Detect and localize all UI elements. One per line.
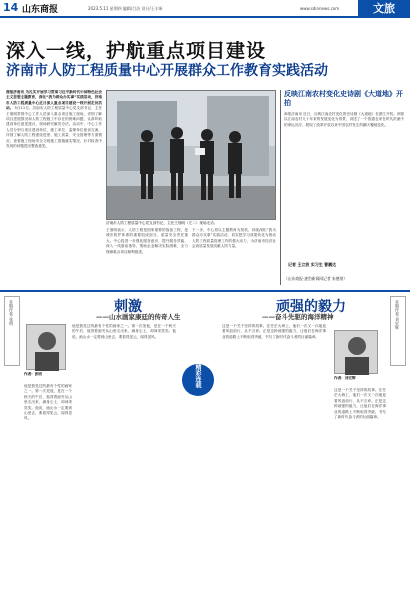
portrait-icon [27, 325, 67, 371]
reporter-credit: 记者 王立波 实习生 曹鹏达 [288, 262, 337, 267]
article-column-2: 王佃明表示，人防工程是国家重要的战备工程，是城市防护体系的重要组成部分，质量安全责任重大。中心将进一步强化服务意识，提升服务效能，深入一线靠前指导，帮助企业解决实际困难，全力保障重点项目顺利推进。 [106, 228, 188, 254]
right-essay-subtitle: ——奋斗先驱的海洋精神 [262, 313, 334, 321]
column-divider [280, 90, 281, 285]
news-photo [106, 90, 276, 220]
left-vertical-label: 本期作者·张明 [9, 300, 14, 326]
section-divider [0, 290, 410, 292]
author-portrait [26, 324, 66, 370]
article-column-1 [6, 90, 102, 225]
portrait-icon [335, 331, 379, 375]
right-vertical-label: 本期作者·刘宏辉 [395, 300, 400, 330]
left-essay-text: 他是我见过的最有个性的画家之一。第一次见他，是在一个秋天的午后，他背着画夹从山里走出来，满身尘土，却神采奕奕。他说，画山水一定要到山里去，要看得见云，闻得见风。 [72, 324, 176, 339]
right-author-portrait [334, 330, 378, 374]
right-essay-title: 顽强的毅力 [276, 299, 346, 315]
issue-meta: 2023.5.11 星期四 编辑/吕洁 设计/王丰昕 [88, 6, 163, 11]
right-essay-text-extra: 这是一个关于坚持的故事。在茫茫大海上，他们一次又一次地迎着风浪前行，从不言弃。正是这种顽强的毅力，让他们在海洋事业的道路上不断取得突破，书写了新时代奋斗者的壮丽篇章。 [334, 388, 386, 420]
paper-name: 山东商报 [22, 5, 59, 15]
left-essay-subtitle: ——山水画家康廷的传奇人生 [96, 313, 181, 321]
right-essay-text: 这是一个关于坚持的故事。在茫茫大海上，他们一次又一次地迎着风浪前行，从不言弃。正是这种顽强的毅力，让他们在海洋事业的道路上不断取得突破，书写了新时代奋斗者的壮丽篇章。 [222, 324, 326, 339]
headline: 深入一线，护航重点项目建设 [6, 40, 267, 62]
site-visit-photo-icon [107, 91, 276, 220]
masthead [0, 0, 410, 18]
subheadline: 济南市人防工程质量中心开展群众工作教育实践活动 [6, 63, 328, 79]
left-essay-author: 作者：张明 [24, 372, 42, 376]
article-body-1: 5月11日，济南市人防工程质量中心党支部书记、主任王佃明带领中心工作人员深入重点项目施工现场，详细了解项目进展情况和人防工程施工中存在的困难问题，认真听取建设单位意见建议，现场研究解决办法。活动中，中心工作人员分别与项目建设单位、施工单位、监理单位座谈交流，详细了解人防工程建设进度、施工质量、安全管理等方面情况，查看施工现场安全文明施工措施落实情况，针对检查中发现的问题提出整改意见。 [6, 106, 102, 149]
right-essay-author: 作者：刘宏辉 [334, 376, 356, 380]
photo-caption: 济南市人防工程质量中心党支部书记、主任王佃明（左二）现场走访。 [106, 221, 218, 225]
section-label: 文旅 [358, 0, 410, 18]
site-url[interactable]: www.sdinnews.com [300, 6, 340, 11]
article-lead: 商报济南讯 为扎实开展学习贯彻习近平新时代中国特色社会主义思想主题教育，深化“我为群众办实事”实践活动，济南市人防工程质量中心近日深入重点项目建设一线开展走访活动。 [6, 90, 102, 111]
side-article-title: 反映江南农村变化史诗剧《大道地》开拍 [284, 90, 403, 107]
left-essay-text-extra: 他是我见过的最有个性的画家之一。第一次见他，是在一个秋天的午后，他背着画夹从山里走出来，满身尘土，却神采奕奕。他说，画山水一定要到山里去，要看得见云，闻得见风。 [24, 384, 72, 421]
reporter-credit-2: （山东商报·速豹新闻网记者 朱德豪） [284, 276, 348, 281]
page-number: 14 [3, 1, 19, 14]
side-article-text: 商报济南讯 近日，反映江南农村变化的史诗剧《大道地》在浙江开机。该剧以江南农村几十年来的发展变化为背景，讲述了一个普通农家在时代洪流中的命运沉浮，展现了改革开放以来中国农村发生的翻天覆地变化。 [284, 112, 404, 127]
serial-badge-label: 精彩连载 [194, 364, 201, 388]
article-column-3: 下一步，中心将以主题教育为契机，持续深化“我为群众办实事”实践活动，切实把学习成果转化为推动人防工程质量管理工作的强大动力，为济南市经济社会高质量发展贡献人防力量。 [192, 228, 276, 249]
left-essay-title: 刺激 [114, 299, 142, 315]
